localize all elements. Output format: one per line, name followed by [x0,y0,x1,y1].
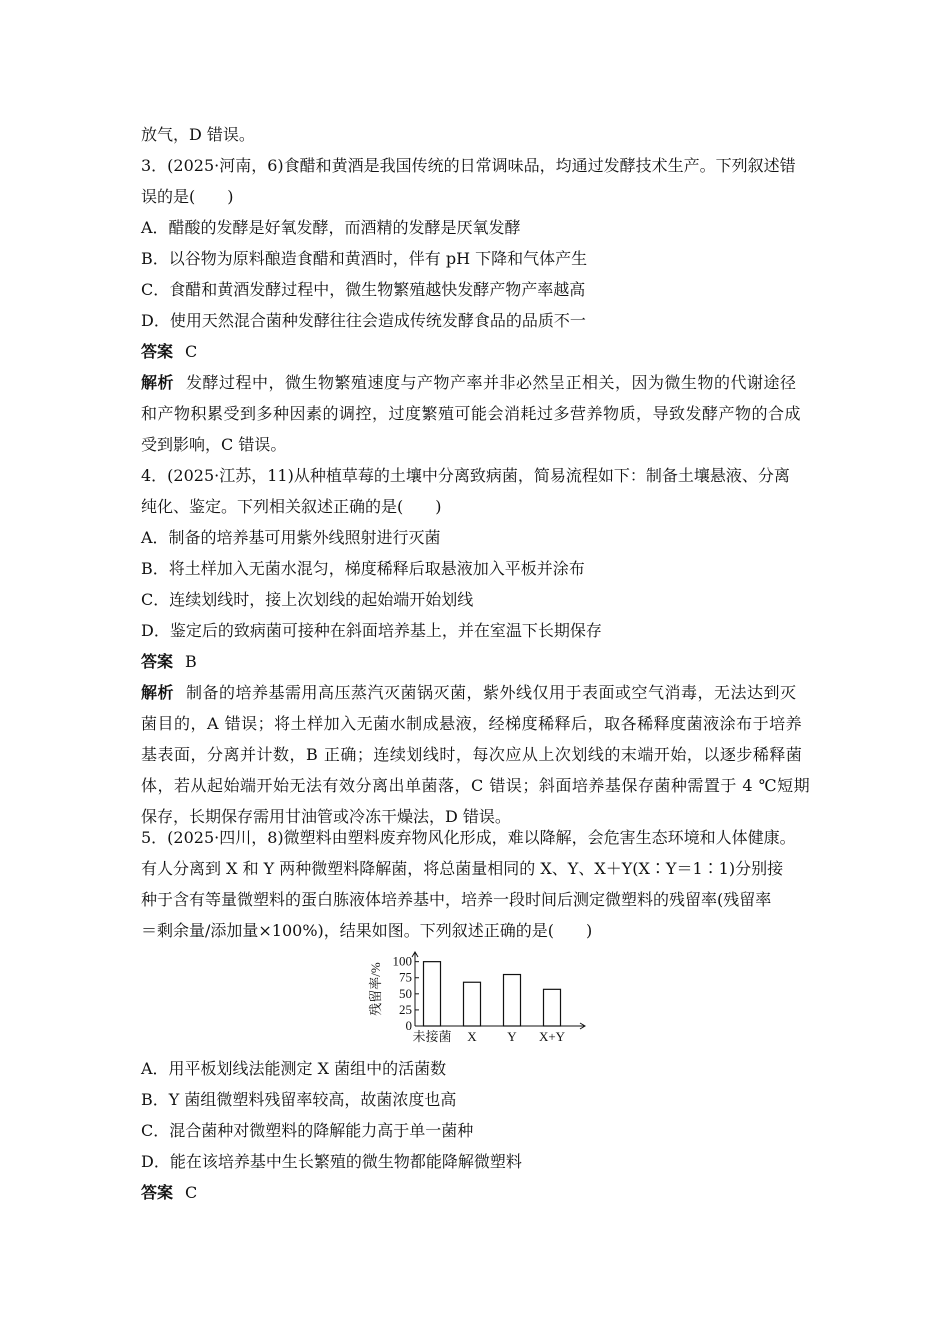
question-3-option-a: A．醋酸的发酵是好氧发酵，而酒精的发酵是厌氧发酵 [141,218,521,237]
x-tick-label: X+Y [538,1029,566,1044]
y-tick-label: 0 [405,1018,412,1033]
explanation-text: 发酵过程中，微生物繁殖速度与产物产率并非必然呈正相关，因为微生物的代谢途径 [186,373,797,392]
question-5-option-d: D．能在该培养基中生长繁殖的微生物都能降解微塑料 [141,1152,522,1171]
bar-3 [504,975,521,1026]
answer-value: B [185,652,197,671]
question-4-option-d: D．鉴定后的致病菌可接种在斜面培养基上，并在室温下长期保存 [141,621,602,640]
y-tick-label: 75 [399,969,412,985]
explanation-label: 解析 [141,373,175,392]
answer-value: C [185,1183,198,1202]
explanation-line: 基表面，分离并计数，B 正确；连续划线时，每次应从上次划线的末端开始，以逐步稀释菌 [141,745,803,764]
question-4-stem-cont: 纯化、鉴定。下列相关叙述正确的是( ) [141,497,442,516]
bar-1 [424,962,441,1026]
answer-label: 答案 [141,652,174,671]
question-4-option-c: C．连续划线时，接上次划线的起始端开始划线 [141,590,474,609]
x-tick-label: X [467,1029,477,1044]
question-3-stem-cont: 误的是( ) [141,187,234,206]
question-4-option-a: A．制备的培养基可用紫外线照射进行灭菌 [141,528,441,547]
explanation-line: 体，若从起始端开始无法有效分离出单菌落，C 错误；斜面培养基保存菌种需置于 4 ℃短期 [141,776,811,795]
question-4-option-b: B．将土样加入无菌水混匀，梯度稀释后取悬液加入平板并涂布 [141,559,585,578]
question-3-answer [141,340,197,364]
y-tick-label: 50 [399,985,412,1001]
answer-label: 答案 [141,1183,174,1202]
question-3-option-b: B．以谷物为原料酿造食醋和黄酒时，伴有 pH 下降和气体产生 [141,249,588,268]
question-3-stem: 3．(2025·河南，6)食醋和黄酒是我国传统的日常调味品，均通过发酵技术生产。下列叙述错 [141,156,796,175]
x-tick-label: Y [507,1029,517,1044]
answer-label: 答案 [141,342,174,361]
question-4-answer [141,650,197,674]
question-3-option-d: D．使用天然混合菌种发酵往往会造成传统发酵食品的品质不一 [141,311,586,330]
text-line: 放气，D 错误。 [141,125,255,144]
question-5-option-a: A．用平板划线法能测定 X 菌组中的活菌数 [141,1059,447,1078]
explanation-line: 受到影响，C 错误。 [141,435,287,454]
explanation-line: 保存，长期保存需用甘油管或冷冻干燥法，D 错误。 [141,807,511,826]
question-3-explanation [141,371,797,395]
answer-value: C [185,342,198,361]
question-5-stem-cont: ＝剩余量/添加量×100%)，结果如图。下列叙述正确的是( ) [141,921,593,940]
question-5-option-c: C．混合菌种对微塑料的降解能力高于单一菌种 [141,1121,474,1140]
question-5-stem: 5．(2025·四川，8)微塑料由塑料废弃物风化形成，难以降解，会危害生态环境和人体健康。 [141,828,796,847]
explanation-line: 和产物积累受到多种因素的调控，过度繁殖可能会消耗过多营养物质，导致发酵产物的合成 [141,404,802,423]
bar-2 [464,982,481,1026]
y-tick-label: 100 [392,953,412,969]
explanation-label: 解析 [141,683,175,702]
question-5-option-b: B．Y 菌组微塑料残留率较高，故菌浓度也高 [141,1090,457,1109]
question-5-stem-cont: 有人分离到 X 和 Y 两种微塑料降解菌，将总菌量相同的 X、Y、X＋Y(X∶Y＝1∶1)分别接 [141,859,784,878]
question-4-explanation [141,681,797,705]
explanation-line: 菌目的，A 错误；将土样加入无菌水制成悬液，经梯度稀释后，取各稀释度菌液涂布于培养 [141,714,803,733]
explanation-text: 制备的培养基需用高压蒸汽灭菌锅灭菌，紫外线仅用于表面或空气消毒，无法达到灭 [186,683,797,702]
y-tick-label: 25 [399,1001,412,1017]
question-5-stem-cont: 种于含有等量微塑料的蛋白胨液体培养基中，培养一段时间后测定微塑料的残留率(残留率 [141,890,772,909]
y-axis-label: 残留率/% [368,962,383,1016]
residual-rate-bar-chart [360,946,590,1050]
question-5-answer [141,1181,197,1205]
question-3-option-c: C．食醋和黄酒发酵过程中，微生物繁殖越快发酵产物产率越高 [141,280,586,299]
question-4-stem: 4．(2025·江苏，11)从种植草莓的土壤中分离致病菌，简易流程如下：制备土壤悬液、分离 [141,466,790,485]
x-tick-label: 未接菌 [412,1029,452,1044]
bar-4 [544,989,561,1026]
